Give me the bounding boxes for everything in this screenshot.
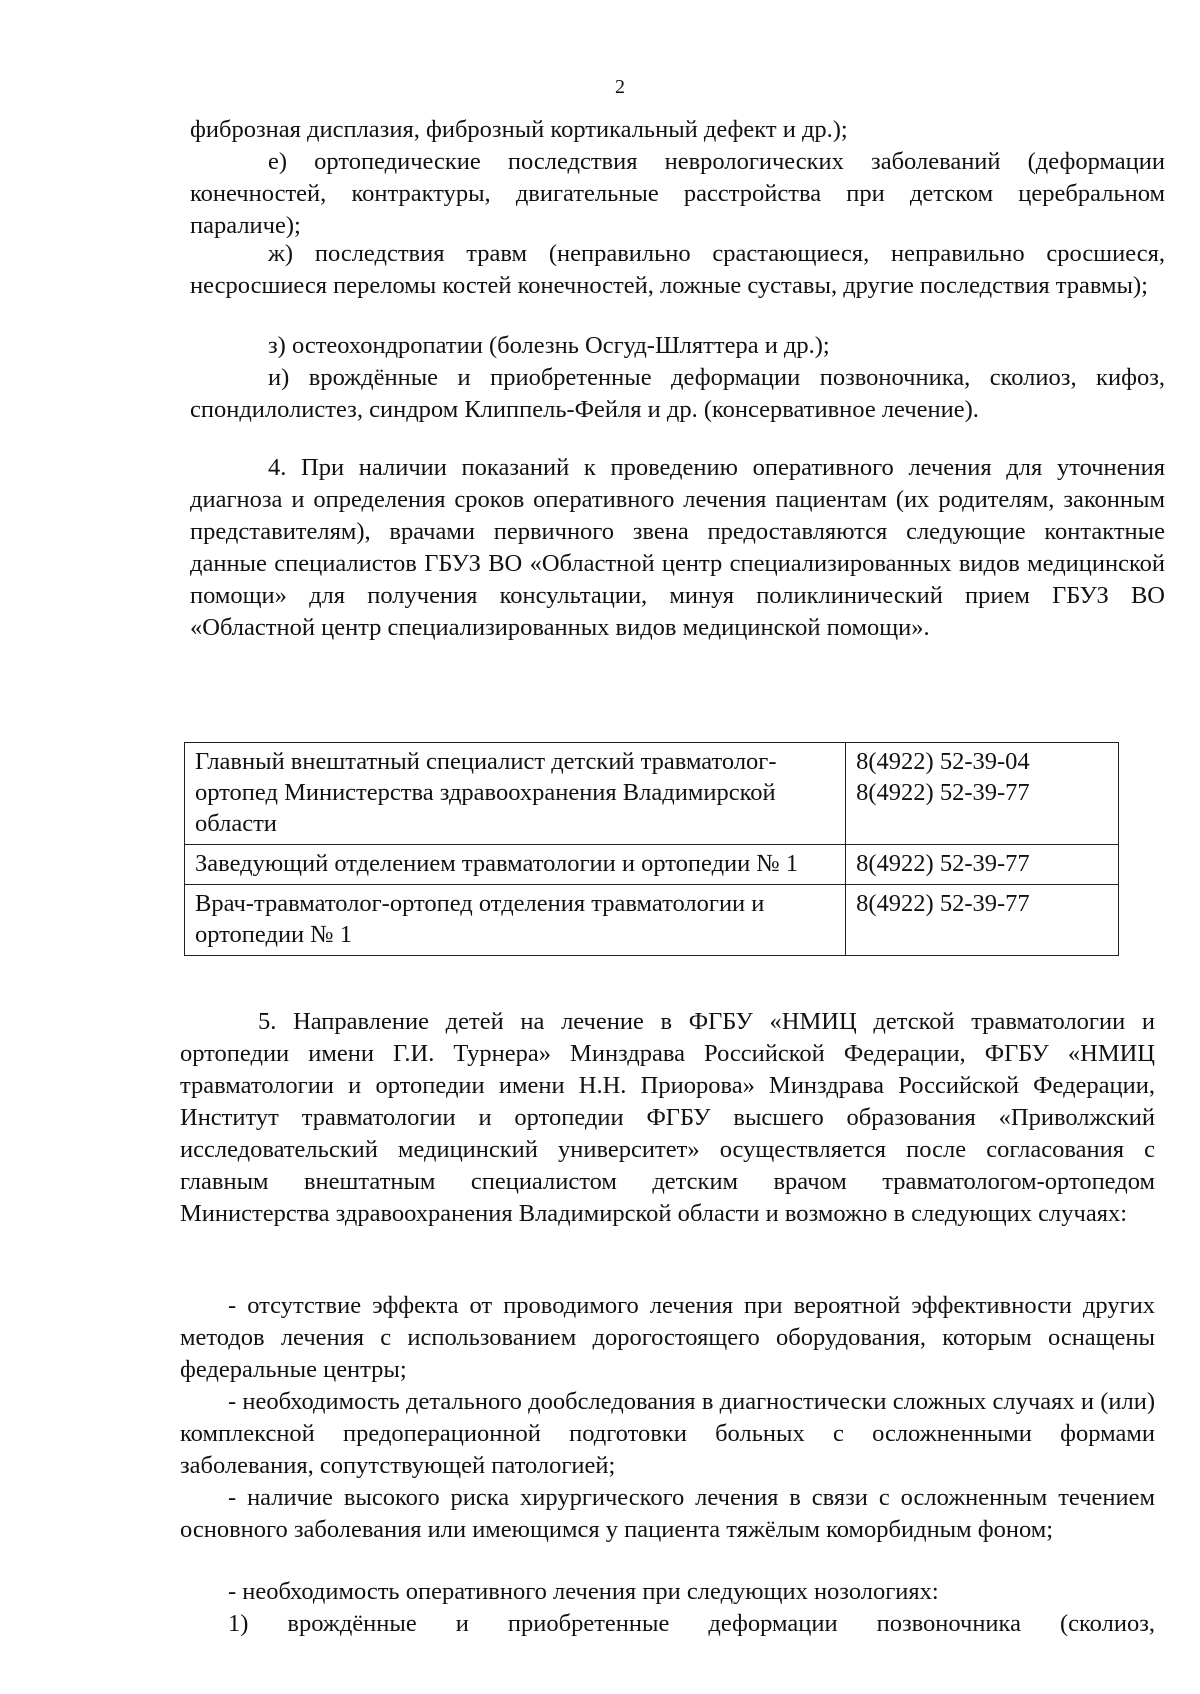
bullet-high-risk: - наличие высокого риска хирургического лечения в связи с осложненным течением основного заболевания или имеющимся у пациента тяжёлым коморбидным фоном;	[180, 1484, 1155, 1543]
page-number: 2	[615, 76, 625, 98]
bullet-no-effect: - отсутствие эффекта от проводимого лечения при вероятной эффективности других методов лечения с использованием дорогостоящего оборудования, которым оснащены федеральные центры;	[180, 1292, 1155, 1383]
paragraph-item-i: и) врождённые и приобретенные деформации позвоночника, сколиоз, кифоз, спондилолистез, синдром Клиппель-Фейля и др. (консервативное лечение).	[190, 364, 1165, 423]
item-z	[190, 330, 1165, 362]
phone-cell	[846, 845, 1119, 885]
paragraph-item-5: 5. Направление детей на лечение в ФГБУ «НМИЦ детской травматологии и ортопедии имени Г.И. Турнера» Минздрава Российской Федерации, ФГБУ «НМИЦ травматологии и ортопедии имени Н.Н. Приорова» Минздрава Российской Федерации, Институт травматологии и ортопедии ФГБУ высшего образования «Приволжский исследовательский медицинский университет» осуществляется после согласования с главным внештатным специалистом детским врачом травматологом-ортопедом Министерства здравоохранения Владимирской области и возможно в следующих случаях:	[180, 1008, 1155, 1227]
bullet-surgery-needed: - необходимость оперативного лечения при следующих нозологиях:	[228, 1578, 939, 1605]
item-zh	[190, 238, 1165, 302]
numbered-item-1: 1) врождённые и приобретенные деформации позвоночника (сколиоз,	[228, 1610, 1155, 1637]
paragraph-continuation: фиброзная дисплазия, фиброзный кортикальный дефект и др.);	[190, 116, 848, 143]
phone-cell	[846, 885, 1119, 956]
bullet-4	[180, 1576, 1155, 1608]
paragraph-item-zh: ж) последствия травм (неправильно срастающиеся, неправильно сросшиеся, несросшиеся переломы костей конечностей, ложные суставы, другие последствия травмы);	[190, 240, 1165, 299]
item-5	[180, 1006, 1155, 1230]
paragraph-item-z: з) остеохондропатии (болезнь Осгуд-Шляттера и др.);	[268, 332, 830, 359]
phone-number: 8(4922) 52-39-77	[856, 890, 1030, 917]
phone-number: 8(4922) 52-39-77	[856, 850, 1030, 877]
role-cell: Заведующий отделением травматологии и ортопедии № 1	[185, 845, 846, 885]
phone-number: 8(4922) 52-39-77	[856, 779, 1030, 806]
numbered-1	[180, 1608, 1155, 1640]
bullet-2	[180, 1386, 1155, 1482]
contacts-table	[184, 742, 1119, 956]
role-cell: Главный внештатный специалист детский травматолог-ортопед Министерства здравоохранения Владимирской области	[185, 743, 846, 845]
bullet-additional-exam: - необходимость детального дообследования в диагностически сложных случаях и (или) комплексной предоперационной подготовки больных с осложненными формами заболевания, сопутствующей патологией;	[180, 1388, 1155, 1479]
table-row	[185, 845, 1119, 885]
item-i	[190, 362, 1165, 426]
item-4	[190, 452, 1165, 644]
item-e	[190, 146, 1165, 242]
role-cell: Врач-травматолог-ортопед отделения травматологии и ортопедии № 1	[185, 885, 846, 956]
section-1	[190, 114, 1165, 146]
paragraph-item-e: е) ортопедические последствия неврологических заболеваний (деформации конечностей, контрактуры, двигательные расстройства при детском церебральном параличе);	[190, 148, 1165, 239]
table-row	[185, 743, 1119, 845]
bullet-1	[180, 1290, 1155, 1386]
table-row	[185, 885, 1119, 956]
paragraph-item-4: 4. При наличии показаний к проведению оперативного лечения для уточнения диагноза и определения сроков оперативного лечения пациентам (их родителям, законным представителям), врачами первичного звена предоставляются следующие контактные данные специалистов ГБУЗ ВО «Областной центр специализированных видов медицинской помощи» для получения консультации, минуя поликлинический прием ГБУЗ ВО «Областной центр специализированных видов медицинской помощи».	[190, 454, 1165, 641]
phone-number: 8(4922) 52-39-04	[856, 748, 1030, 775]
phone-cell	[846, 743, 1119, 845]
bullet-3	[180, 1482, 1155, 1546]
